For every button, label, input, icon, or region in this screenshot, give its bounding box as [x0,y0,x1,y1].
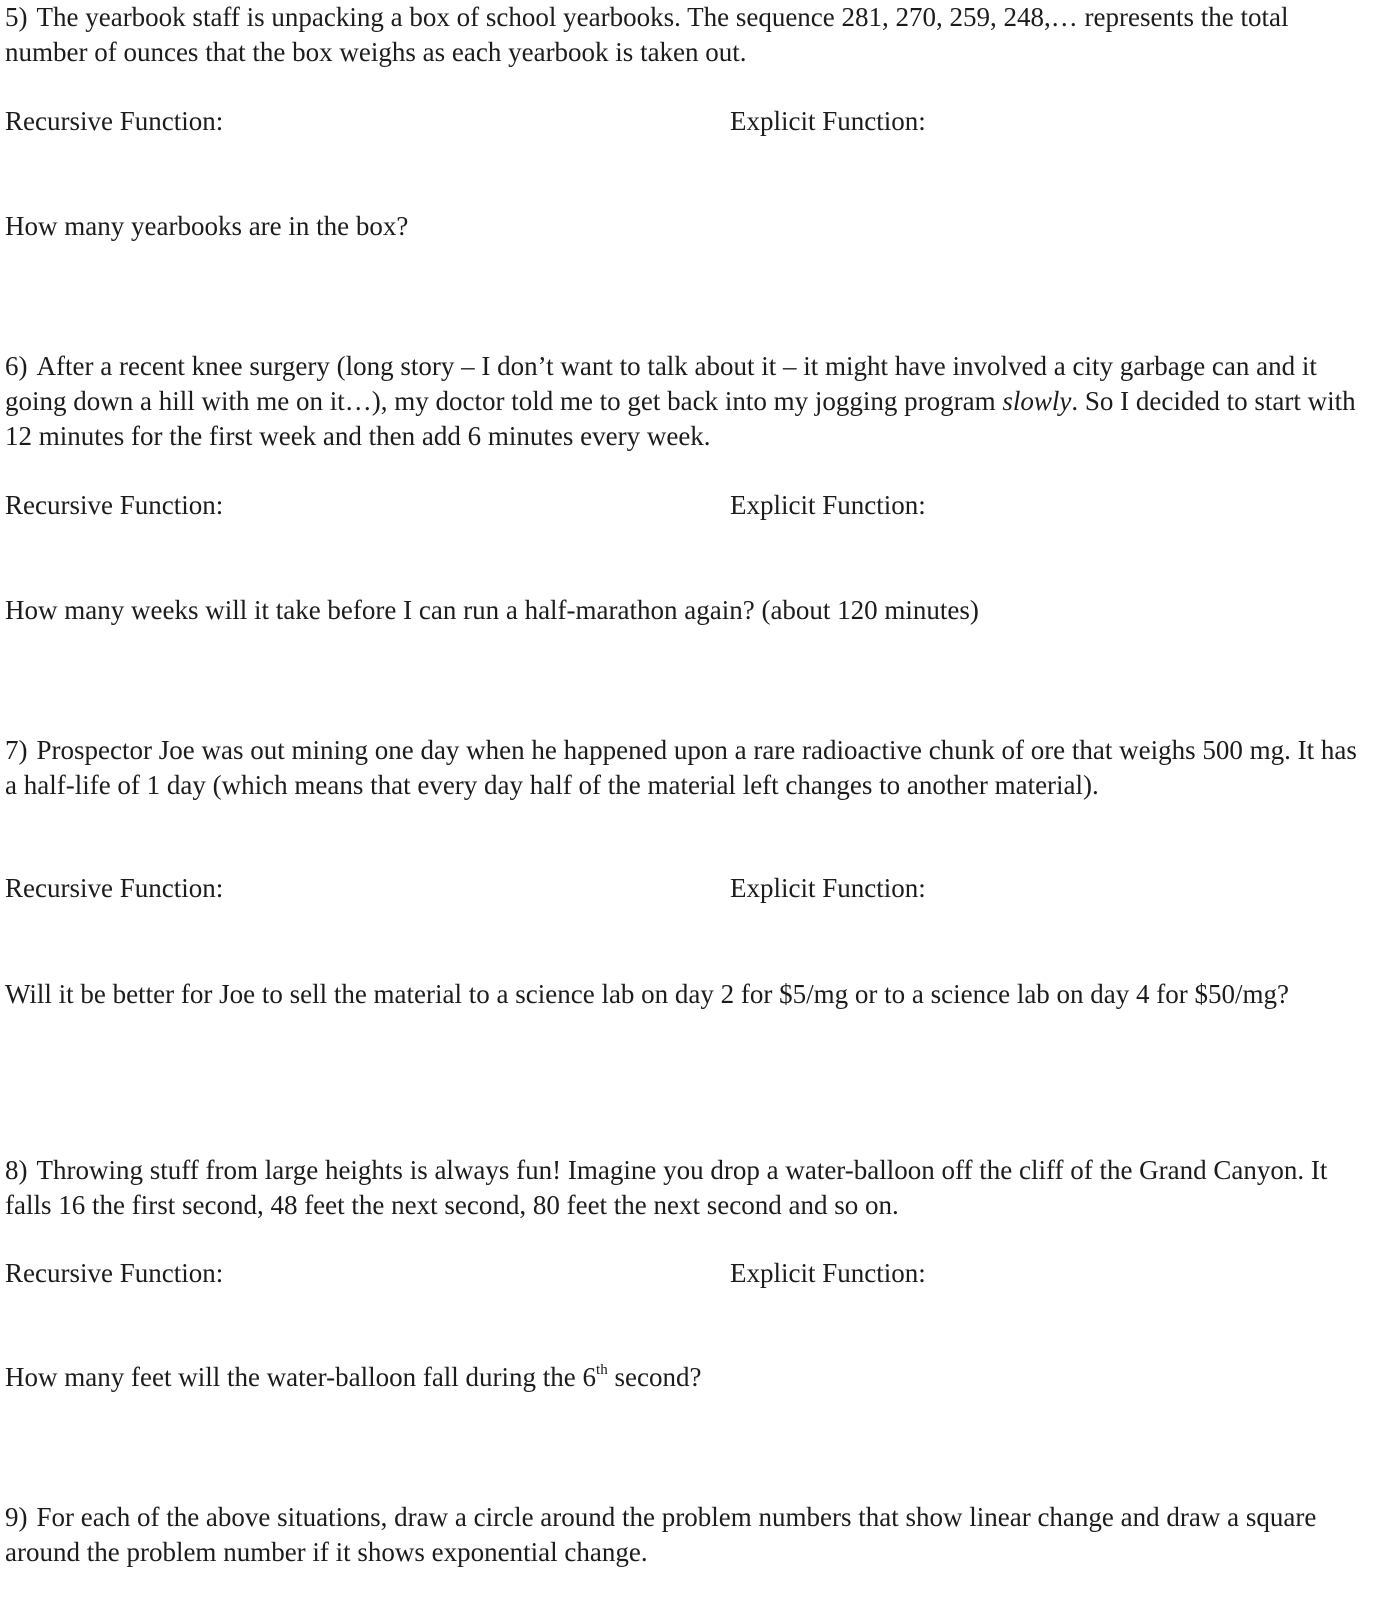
problem-6-number: 6) [5,351,28,381]
problem-7-explicit-label: Explicit Function: [730,873,926,903]
problem-5-recursive-label: Recursive Function: [5,106,224,136]
problem-6-body-italic: slowly [1002,386,1072,416]
problem-9-body: For each of the above situations, draw a circle around the problem numbers that show linear change and draw a square around the problem number if it shows exponential change. [5,1502,1317,1567]
problem-7-text [5,733,1365,803]
problem-5-text [5,0,1365,70]
problem-7-question: Will it be better for Joe to sell the material to a science lab on day 2 for $5/mg or to a science lab on day 4 for $50/mg? [5,979,1290,1009]
problem-9-number: 9) [5,1502,28,1532]
problem-8-text [5,1153,1365,1223]
problem-8-question [5,1360,701,1395]
problem-8-explicit-label: Explicit Function: [730,1258,926,1288]
problem-8-question-b: second? [607,1362,702,1392]
problem-7-recursive-label: Recursive Function: [5,873,224,903]
problem-6-explicit-label: Explicit Function: [730,490,926,520]
problem-6-question: How many weeks will it take before I can run a half-marathon again? (about 120 minutes) [5,595,979,625]
problem-8-body: Throwing stuff from large heights is always fun! Imagine you drop a water-balloon off the cliff of the Grand Canyon. It falls 16 the first second, 48 feet the next second, 80 feet the next second and so on. [5,1155,1328,1220]
problem-8-recursive-label: Recursive Function: [5,1258,224,1288]
problem-8-question-a: How many feet will the water-balloon fall during the 6 [5,1362,597,1392]
problem-9-text [5,1500,1365,1570]
problem-6-body-a: After a recent knee surgery (long story – I don’t want to talk about it – it might have involved a city garbage can and it going down a hill with me on it…), my doctor told me to get back into my jogging program [5,351,1317,416]
problem-5-body: The yearbook staff is unpacking a box of school yearbooks. The sequence 281, 270, 259, 248,… represents the total number of ounces that the box weighs as each yearbook is taken out. [5,2,1289,67]
problem-5-question: How many yearbooks are in the box? [5,211,409,241]
problem-6-text [5,349,1365,454]
problem-5-number: 5) [5,2,28,32]
problem-5-explicit-label: Explicit Function: [730,106,926,136]
problem-8-number: 8) [5,1155,28,1185]
problem-7-number: 7) [5,735,28,765]
problem-7-body: Prospector Joe was out mining one day when he happened upon a rare radioactive chunk of ore that weighs 500 mg. It has a half-life of 1 day (which means that every day half of the material left changes to another material). [5,735,1357,800]
problem-6-recursive-label: Recursive Function: [5,490,224,520]
problem-8-question-sup: th [596,1362,608,1378]
problem-6-body-b: . So I decided to start with 12 minutes for the first week and then add 6 minutes every week. [5,386,1356,451]
